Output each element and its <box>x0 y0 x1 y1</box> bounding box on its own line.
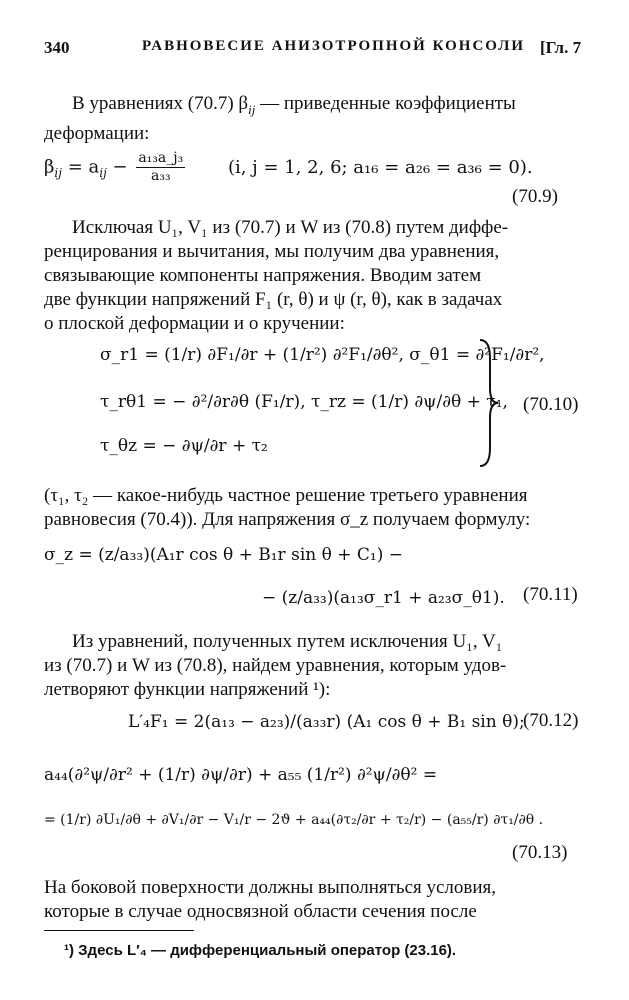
equation-70-10-line2: τ_rθ1 = − ∂²/∂r∂θ (F₁/r), τ_rz = (1/r) ∂ψ/∂θ + τ₁, <box>100 392 508 412</box>
paragraph-sigma-z: (τ₁, τ₂ — какое-нибудь частное решение третьего уравнения равновесия (70.4)). Для напряжения σ_z получаем формулу: <box>44 485 531 530</box>
right-brace <box>478 338 498 468</box>
equation-70-13-line2: = (1/r) ∂U₁/∂θ + ∂V₁/∂r − V₁/r − 2ϑ + a₄₄(∂τ₂/∂r + τ₂/r) − (a₅₅/r) ∂τ₁/∂θ . <box>44 812 544 828</box>
footnote-rule <box>44 930 194 931</box>
equation-70-10-line1: σ_r1 = (1/r) ∂F₁/∂r + (1/r²) ∂²F₁/∂θ², σ_θ1 = ∂²F₁/∂r², <box>100 345 545 365</box>
equation-70-12: L′₄F₁ = 2(a₁₃ − a₂₃)/(a₃₃r) (A₁ cos θ + B₁ sin θ); <box>128 712 525 732</box>
equation-70-10-line3: τ_θz = − ∂ψ/∂r + τ₂ <box>100 436 268 456</box>
page-number: 340 <box>44 38 70 57</box>
paragraph-stress-functions: Исключая U₁, V₁ из (70.7) и W из (70.8) путем диффе- ренцирования и вычитания, мы получим два уравнения, связывающие компоненты напряжения. Вводим затем две функции напряжений F₁ (r, θ) и ψ (r, θ), как в задачах о плоской деформации и о кручении: <box>44 217 509 334</box>
equation-number-70-9: (70.9) <box>512 186 558 207</box>
paragraph-equations: Из уравнений, полученных путем исключения U₁, V₁ из (70.7) и W из (70.8), найдем уравнения, которым удов- летворяют функции напряжений ¹): <box>44 631 507 700</box>
paragraph-boundary: На боковой поверхности должны выполняться условия, которые в случае односвязной области сечения после <box>44 877 497 922</box>
equation-number-70-11: (70.11) <box>523 584 578 605</box>
equation-70-9: $\beta_{ij} = a_{ij}$ − $\frac{\text{a₁₃a\_j₃}}{\text{a₃₃}}$ (i, j = 1, 2, 6; a₁₆ = a₂₆ = a₃₆ = 0). <box>44 150 533 184</box>
chapter-label: [Гл. 7 <box>540 38 582 57</box>
equation-70-11-line2: − (z/a₃₃)(a₁₃σ_r1 + a₂₃σ_θ1). <box>262 588 505 608</box>
running-title: РАВНОВЕСИЕ АНИЗОТРОПНОЙ КОНСОЛИ <box>142 38 526 54</box>
equation-70-11-line1: σ_z = (z/a₃₃)(A₁r cos θ + B₁r sin θ + C₁) − <box>44 545 403 565</box>
equation-number-70-13: (70.13) <box>512 842 568 863</box>
footnote: ¹) Здесь L′₄ — дифференциальный оператор (23.16). <box>64 942 457 959</box>
equation-number-70-12: (70.12) <box>523 710 579 731</box>
equation-number-70-10: (70.10) <box>523 394 579 415</box>
paragraph-intro: В уравнениях (70.7) $\beta_{ij}$ — приведенные коэффициенты деформации: <box>44 93 516 144</box>
equation-70-13-line1: a₄₄(∂²ψ/∂r² + (1/r) ∂ψ/∂r) + a₅₅ (1/r²) ∂²ψ/∂θ² = <box>44 765 438 785</box>
